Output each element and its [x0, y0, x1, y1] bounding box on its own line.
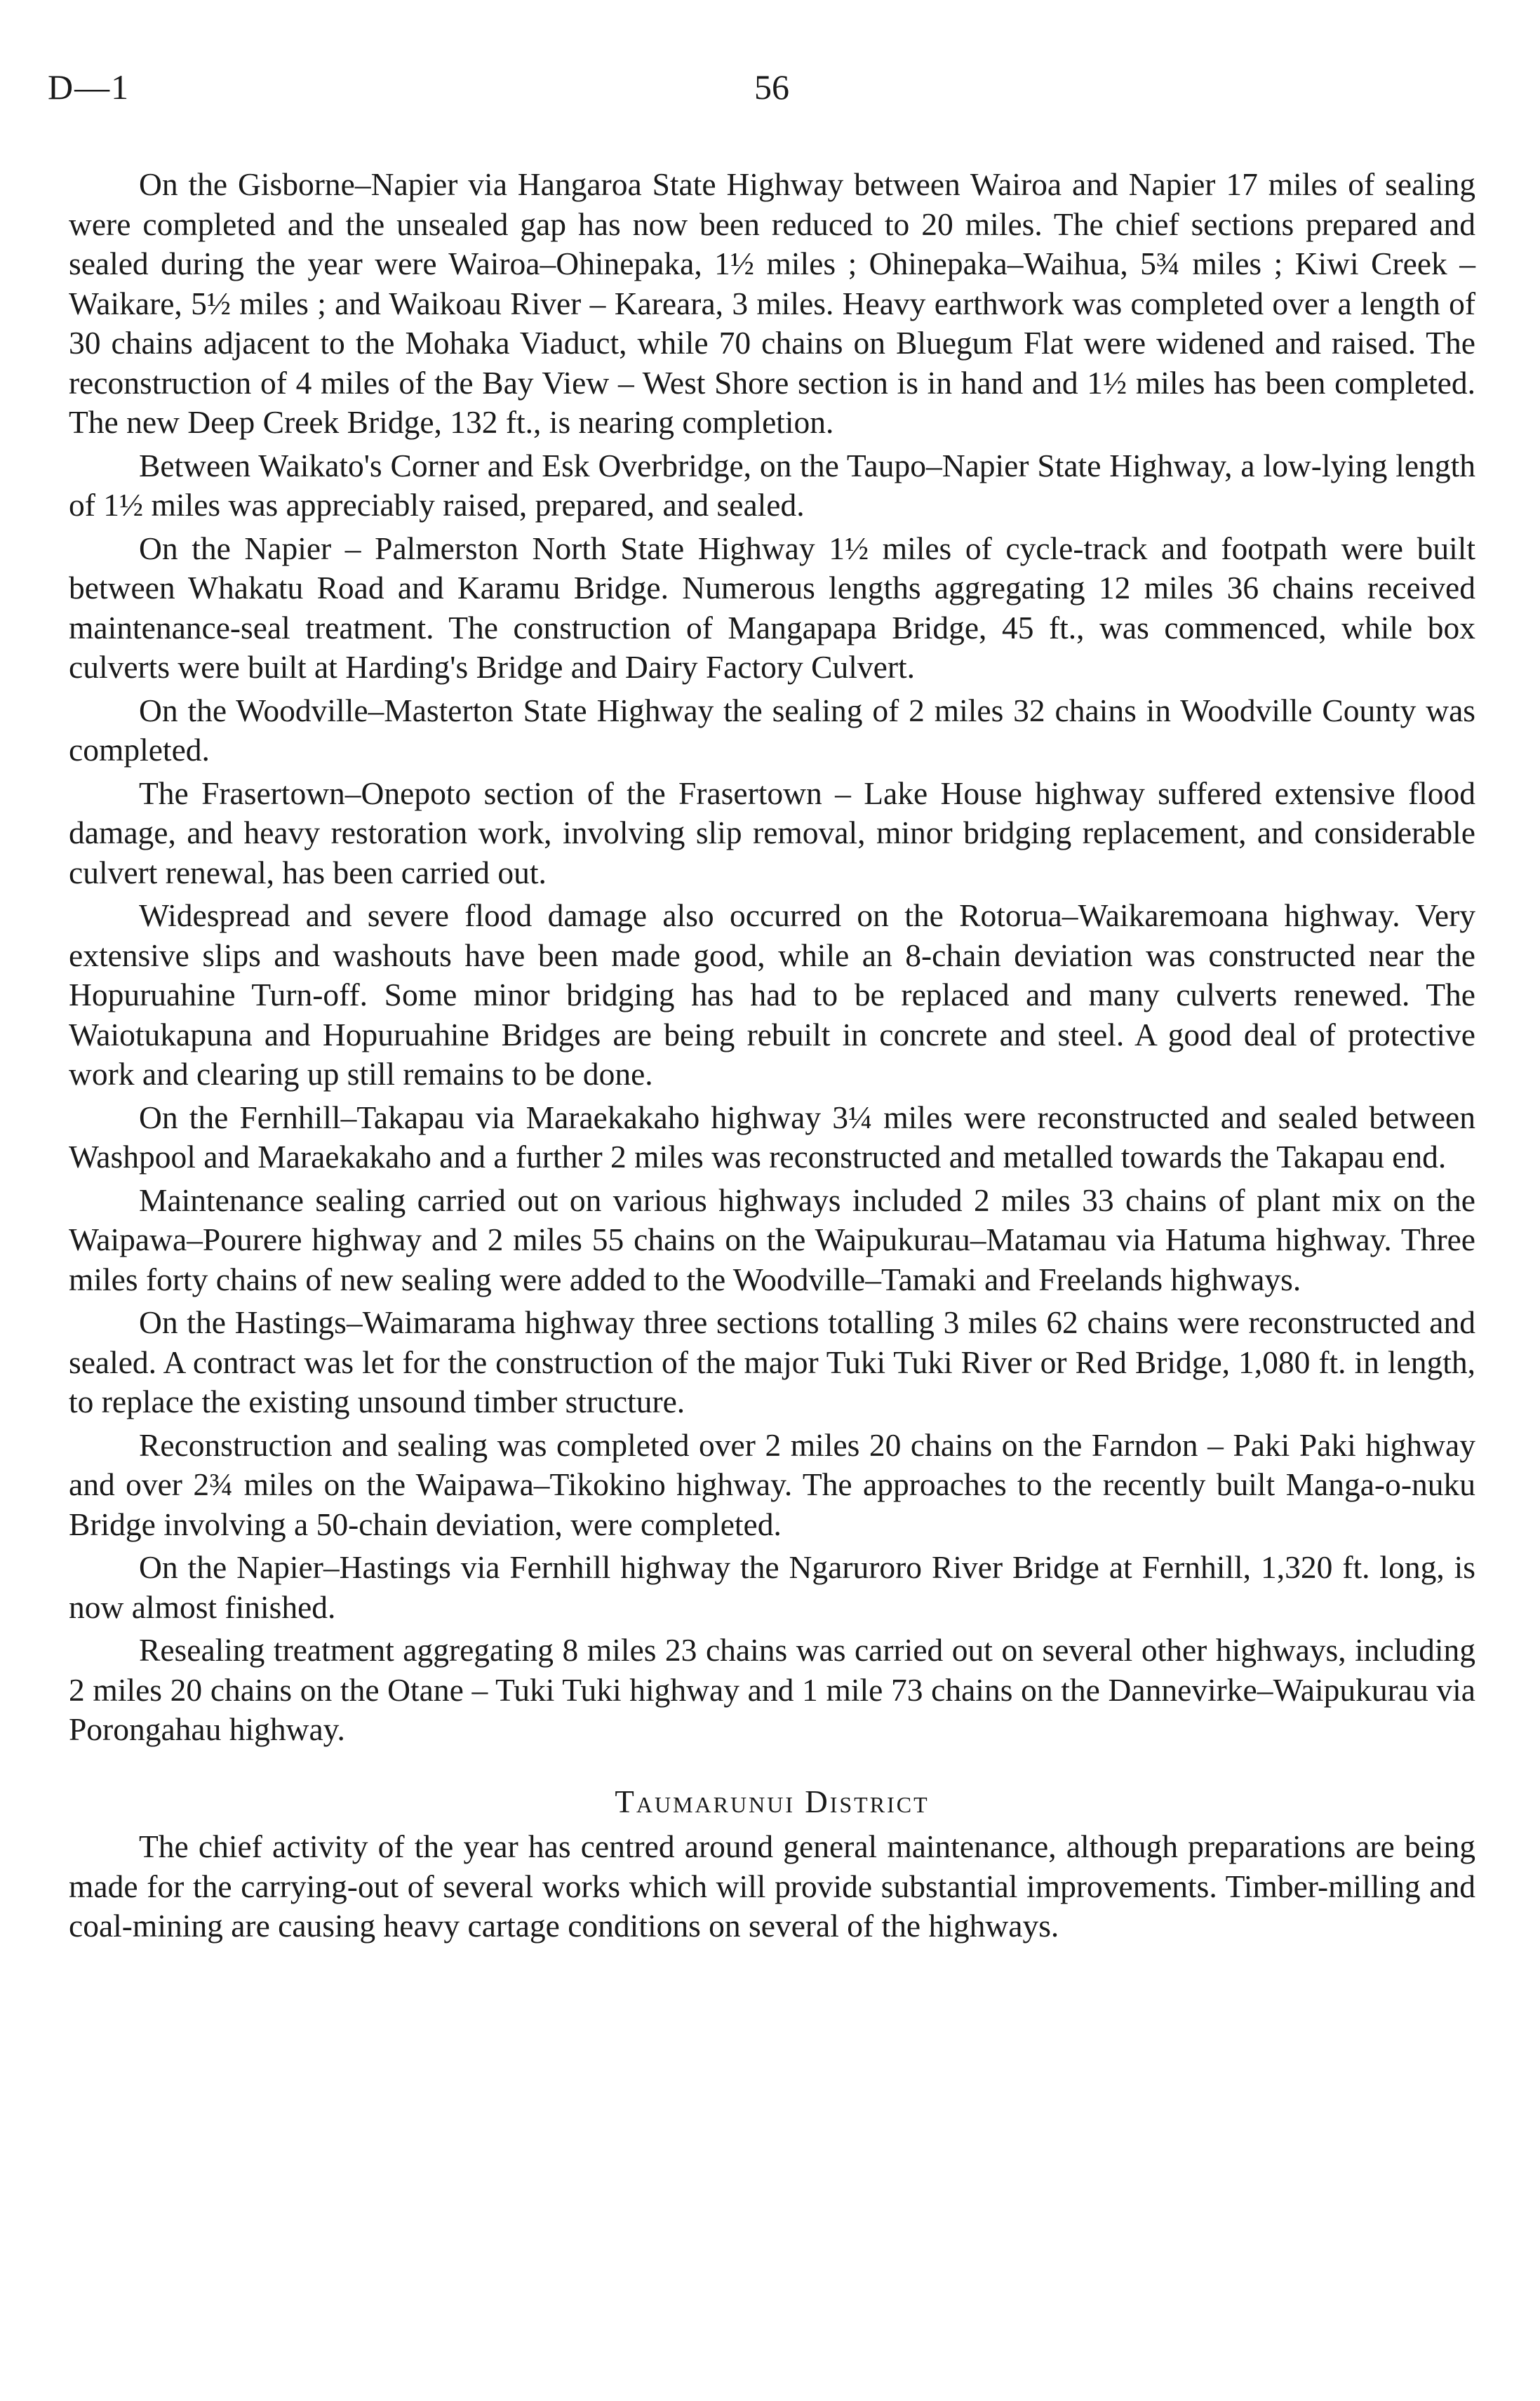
paragraph-farndon-paki-paki: Reconstruction and sealing was completed over 2 miles 20 chains on the Farndon – Paki Paki highway and over 2¾ miles on the Waipawa–Tikokino highway. The approaches to the recently built Manga-o-nuku Bridge involving a 50-chain deviation, were completed. — [69, 1426, 1475, 1542]
paragraph-resealing: Resealing treatment aggregating 8 miles 23 chains was carried out on several other highways, including 2 miles 20 chains on the Otane – Tuki Tuki highway and 1 mile 73 chains on the Dannevirke–Waipukurau via Porongahau highway. — [69, 1632, 1475, 1747]
paragraph-fernhill-takapau: On the Fernhill–Takapau via Maraekakaho highway 3¼ miles were reconstructed and sealed between Washpool and Maraekakaho and a further 2 miles was reconstructed and metalled towards the Takapau end. — [69, 1099, 1475, 1175]
paragraph-rotorua-waikaremoana: Widespread and severe flood damage also occurred on the Rotorua–Waikaremoana highway. Very extensive slips and washouts have been made good, while an 8-chain deviation was constructed near the Hopuruahine Turn-off. Some minor bridging has had to be replaced and many culverts renewed. The Waiotukapuna and Hopuruahine Bridges are being rebuilt in concrete and steel. A good deal of protective work and clearing up still remains to be done. — [69, 897, 1475, 1092]
page-header — [0, 67, 1540, 130]
paragraph-frasertown-onepoto: The Frasertown–Onepoto section of the Frasertown – Lake House highway suffered extensive flood damage, and heavy restoration work, involving slip removal, minor bridging replacement, and considerable culvert renewal, has been carried out. — [69, 775, 1475, 890]
paragraph-napier-palmerston-north: On the Napier – Palmerston North State Highway 1½ miles of cycle-track and footpath were built between Whakatu Road and Karamu Bridge. Numerous lengths aggregating 12 miles 36 chains received maintenance-seal treatment. The construction of Mangapapa Bridge, 45 ft., was commenced, while box culverts were built at Harding's Bridge and Dairy Factory Culvert. — [69, 530, 1475, 685]
paragraph-woodville-masterton: On the Woodville–Masterton State Highway the sealing of 2 miles 32 chains in Woodville County was completed. — [69, 692, 1475, 768]
paragraph-gisborne-napier: On the Gisborne–Napier via Hangaroa State Highway between Wairoa and Napier 17 miles of sealing were completed and the unsealed gap has now been reduced to 20 miles. The chief sections prepared and sealed during the year were Wairoa–Ohinepaka, 1½ miles ; Ohinepaka–Waihua, 5¾ miles ; Kiwi Creek – Waikare, 5½ miles ; and Waikoau River – Kareara, 3 miles. Heavy earthwork was completed over a length of 30 chains adjacent to the Mohaka Viaduct, while 70 chains on Bluegum Flat were widened and raised. The reconstruction of 4 miles of the Bay View – West Shore section is in hand and 1½ miles has been completed. The new Deep Creek Bridge, 132 ft., is nearing completion. — [69, 166, 1475, 440]
paragraph-taumarunui: The chief activity of the year has centred around general maintenance, although preparations are being made for the carrying-out of several works which will provide substantial improvements. Timber-milling and coal-mining are causing heavy cartage conditions on several of the highways. — [69, 1828, 1475, 1944]
section-heading: Taumarunui District — [615, 1784, 930, 1819]
paragraph-taupo-napier: Between Waikato's Corner and Esk Overbridge, on the Taupo–Napier State Highway, a low-lying length of 1½ miles was appreciably raised, prepared, and sealed. — [69, 447, 1475, 523]
page-number: 56 — [754, 67, 789, 107]
paragraph-napier-hastings: On the Napier–Hastings via Fernhill highway the Ngaruroro River Bridge at Fernhill, 1,320 ft. long, is now almost finished. — [69, 1549, 1475, 1625]
document-id: D—1 — [48, 67, 130, 107]
report-body — [69, 165, 1475, 1950]
paragraph-maintenance-sealing: Maintenance sealing carried out on various highways included 2 miles 33 chains of plant mix on the Waipawa–Pourere highway and 2 miles 55 chains on the Waipukurau–Matamau via Hatuma highway. Three miles forty chains of new sealing were added to the Woodville–Tamaki and Freelands highways. — [69, 1182, 1475, 1297]
paragraph-hastings-waimarama: On the Hastings–Waimarama highway three sections totalling 3 miles 62 chains were reconstructed and sealed. A contract was let for the construction of the major Tuki Tuki River or Red Bridge, 1,080 ft. in length, to replace the existing unsound timber structure. — [69, 1304, 1475, 1419]
